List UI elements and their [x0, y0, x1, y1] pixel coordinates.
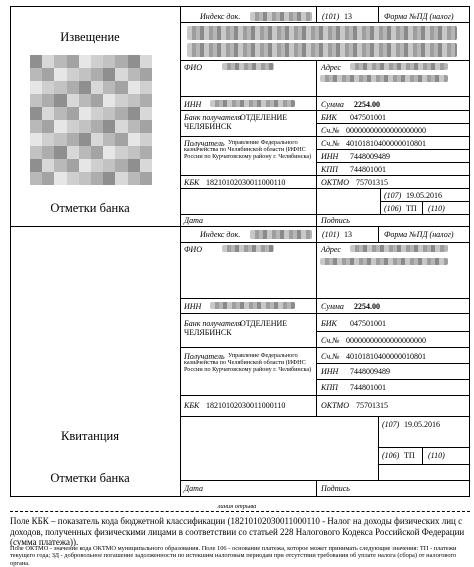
section-divider	[10, 226, 470, 227]
sign-label: Подпись	[321, 216, 350, 225]
receipt-acc2-value: 40101810400000010801	[346, 352, 426, 361]
recipient-value: Управление Федерального казначейства по Челябинской области (ИФНС России по Курчатовскому району г. Челябинска)	[184, 139, 312, 160]
acc2-value: 40101810400000010801	[346, 139, 426, 148]
receipt-kbk-label: КБК	[184, 401, 200, 410]
sum-label: Сумма	[321, 100, 344, 109]
date-label: Дата	[184, 216, 203, 225]
receipt-address-label: Адрес	[321, 245, 341, 254]
receipt-recipient-label: Получатель	[184, 352, 225, 361]
notice-bank-marks: Отметки банка	[50, 201, 130, 215]
inn2-value: 7448009489	[350, 152, 390, 161]
receipt-date-label: Дата	[184, 484, 203, 493]
receipt-kpp-label: КПП	[321, 383, 338, 392]
redacted-index	[250, 12, 312, 21]
cut-line	[10, 511, 470, 512]
receipt-redacted-index	[250, 230, 312, 239]
footnote-small: Поле ОКТМО - значение кода ОКТМО муниципального образования. Поле 106 - основание платежа, которое может принимать следующие значения: ТП - платежи текущего года; ЗД - добровольное погашение задолженности по истекшим налоговым периодам при отсутствии требования об уплате налога (сбора) от налогового органа.	[10, 545, 457, 567]
inn2-label: ИНН	[321, 152, 339, 161]
f106-label: (106)	[384, 204, 402, 213]
frame-left	[10, 6, 11, 496]
recipient-label: Получатель	[184, 139, 225, 148]
bik-label: БИК	[321, 113, 337, 122]
address-label: Адрес	[321, 63, 341, 72]
f110-label: (110)	[428, 204, 445, 213]
redacted-fio	[222, 63, 274, 70]
receipt-f106-value: ТП	[404, 451, 415, 460]
receipt-field-101-value: 13	[344, 230, 352, 239]
receipt-inn-label: ИНН	[184, 302, 202, 311]
receipt-redacted-fio	[222, 245, 274, 252]
index-label: Индекс док.	[200, 12, 241, 21]
frame-top	[10, 6, 470, 7]
receipt-index-label: Индекс док.	[200, 230, 241, 239]
acc2-label: Сч.№	[321, 139, 340, 148]
column-divider	[180, 6, 181, 496]
receipt-fio-label: ФИО	[184, 245, 202, 254]
acc-value: 00000000000000000000	[346, 126, 426, 135]
receipt-kbk-value: 18210102030011000110	[206, 401, 286, 410]
frame-right	[469, 6, 470, 496]
sum-value: 2254.00	[354, 100, 380, 109]
redacted-inn	[210, 100, 295, 107]
receipt-f107-label: (107)	[382, 420, 400, 429]
cut-line-label: линия отрыва	[217, 503, 257, 510]
receipt-f107-value: 19.05.2016	[404, 420, 440, 429]
receipt-field-101-label: (101)	[322, 230, 340, 239]
receipt-f110-label: (110)	[428, 451, 445, 460]
kpp-value: 744801001	[350, 165, 386, 174]
redacted-barcode-2	[187, 43, 457, 57]
recipient-bank-value-1: ОТДЕЛЕНИЕ	[240, 113, 288, 122]
form-label: Форма №ПД (налог)	[384, 12, 454, 21]
bik-value: 047501001	[350, 113, 386, 122]
acc-label: Сч.№	[321, 126, 340, 135]
receipt-oktmo-value: 75701315	[356, 401, 388, 410]
receipt-inn2-value: 7448009489	[350, 367, 390, 376]
receipt-recipient-bank-value-1: ОТДЕЛЕНИЕ	[240, 319, 288, 328]
recipient-bank-value-2: ЧЕЛЯБИНСК	[184, 122, 232, 131]
receipt-form-label: Форма №ПД (налог)	[384, 230, 454, 239]
receipt-title: Квитанция	[61, 429, 119, 443]
notice-title: Извещение	[60, 30, 120, 44]
oktmo-value: 75701315	[356, 178, 388, 187]
receipt-bik-value: 047501001	[350, 319, 386, 328]
redacted-barcode-1	[187, 26, 457, 40]
inn-label: ИНН	[184, 100, 202, 109]
receipt-inn2-label: ИНН	[321, 367, 339, 376]
receipt-redacted-address	[350, 245, 448, 252]
frame-bottom	[10, 496, 470, 497]
receipt-acc2-label: Сч.№	[321, 352, 340, 361]
receipt-sum-label: Сумма	[321, 302, 344, 311]
receipt-recipient-bank-value-2: ЧЕЛЯБИНСК	[184, 328, 232, 337]
kbk-value: 18210102030011000110	[206, 178, 286, 187]
oktmo-label: ОКТМО	[321, 178, 349, 187]
receipt-bank-marks: Отметки банка	[50, 471, 130, 485]
f106-value: ТП	[406, 204, 417, 213]
receipt-recipient-bank-label: Банк получателя	[184, 319, 242, 328]
receipt-sum-value: 2254.00	[354, 302, 380, 311]
redacted-address-2	[320, 75, 448, 82]
recipient-bank-label: Банк получателя	[184, 113, 242, 122]
receipt-redacted-inn	[210, 302, 295, 309]
receipt-recipient-value: Управление Федерального казначейства по Челябинской области (ИФНС России по Курчатовскому району г. Челябинска)	[184, 352, 312, 373]
receipt-redacted-address-2	[320, 258, 448, 265]
receipt-bik-label: БИК	[321, 319, 337, 328]
qr-code-redacted	[30, 55, 152, 185]
kpp-label: КПП	[321, 165, 338, 174]
receipt-acc-value: 00000000000000000000	[346, 336, 426, 345]
f107-label: (107)	[384, 191, 402, 200]
kbk-label: КБК	[184, 178, 200, 187]
field-101-label: (101)	[322, 12, 340, 21]
receipt-f106-label: (106)	[382, 451, 400, 460]
receipt-oktmo-label: ОКТМО	[321, 401, 349, 410]
footnote-main: Поле КБК – показатель кода бюджетной классификации (18210102030011000110 - Налог на доходы физических лиц с доходов, полученных физическими лицами в соответствии со статьей 228 Налогового Кодекса Российской Федерации (сумма платежа)).	[10, 516, 465, 547]
f107-value: 19.05.2016	[406, 191, 442, 200]
receipt-acc-label: Сч.№	[321, 336, 340, 345]
receipt-sign-label: Подпись	[321, 484, 350, 493]
redacted-address	[350, 63, 448, 70]
field-101-value: 13	[344, 12, 352, 21]
receipt-kpp-value: 744801001	[350, 383, 386, 392]
fio-label: ФИО	[184, 63, 202, 72]
